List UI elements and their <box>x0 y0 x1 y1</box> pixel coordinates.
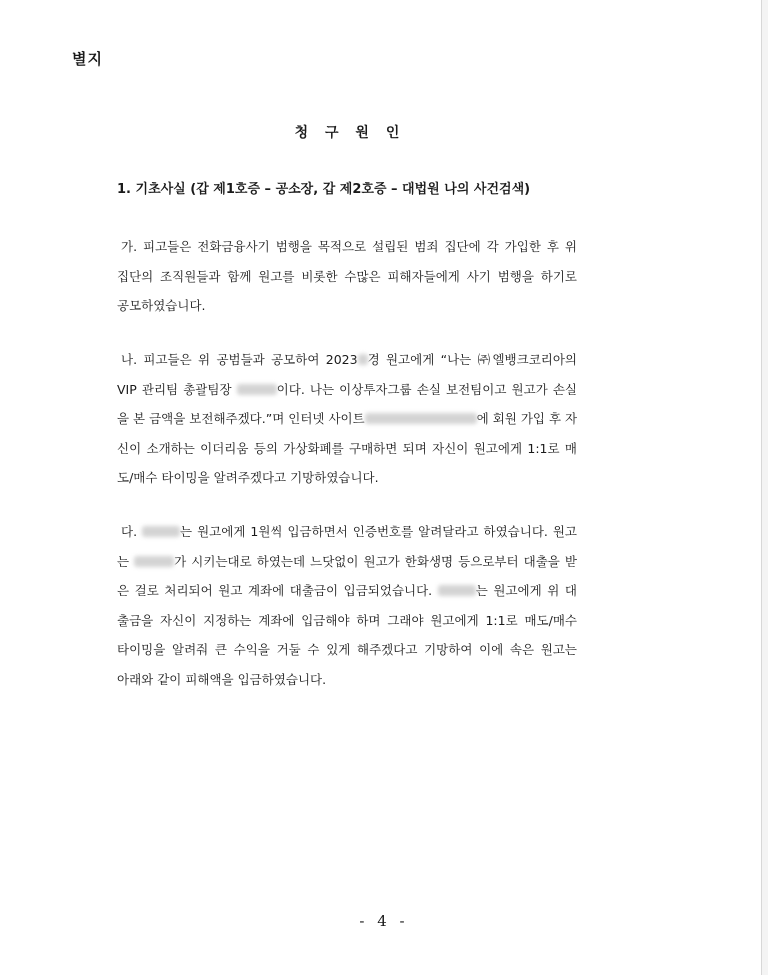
paragraph-line: 는 가 시키는대로 하였는데 느닷없이 원고가 한화생명 등으로부터 대출을 받 <box>117 553 577 569</box>
paragraph-line: 을 본 금액을 보전해주겠다.”며 인터넷 사이트 에 회원 가입 후 자 <box>117 411 578 426</box>
paragraph-line: 타이밍을 알려줘 큰 수익을 거둘 수 있게 해주겠다고 기망하여 이에 속은 원고는 <box>117 642 577 657</box>
paragraph-line: 공모하였습니다. <box>117 298 206 313</box>
redacted-text <box>134 556 174 567</box>
paragraph-line: 집단의 조직원들과 함께 원고를 비롯한 수많은 피해자들에게 사기 범행을 하기로 <box>117 268 577 284</box>
paragraph-line: 다. 는 원고에게 1원씩 입금하면서 인증번호를 알려달라고 하였습니다. 원고 <box>121 524 577 539</box>
paragraph-line: 은 걸로 처리되어 원고 계좌에 대출금이 입금되었습니다. 는 원고에게 위 대 <box>117 583 577 598</box>
paragraph-line: 도/매수 타이밍을 알려주겠다고 기망하였습니다. <box>117 470 379 485</box>
page-number: - 4 - <box>359 912 409 930</box>
redacted-text <box>365 413 477 424</box>
redacted-text <box>438 585 476 596</box>
redacted-text <box>237 384 277 395</box>
paragraph-line: 아래와 같이 피해액을 입금하였습니다. <box>117 671 327 687</box>
paragraph-ga <box>117 232 577 321</box>
page-edge <box>761 0 768 975</box>
paragraph-line: VIP 관리팀 총괄팀장 이다. 나는 이상투자그룹 손실 보전팀이고 원고가 손실 <box>117 381 578 397</box>
redacted-text <box>358 354 368 365</box>
paragraph-line: 나. 피고들은 위 공범들과 공모하여 2023 경 원고에게 “나는 ㈜엘뱅크코리아의 <box>121 352 577 367</box>
paragraph-line: 가. 피고들은 전화금융사기 범행을 목적으로 설립된 범죄 집단에 각 가입한 후 위 <box>121 239 577 254</box>
paragraph-line: 신이 소개하는 이더리움 등의 가상화폐를 구매하면 되며 자신이 원고에게 1:1로 매 <box>117 440 577 456</box>
paragraph-line: 출금을 자신이 지정하는 계좌에 입금해야 하며 그래야 원고에게 1:1로 매도/매수 <box>117 612 577 628</box>
document-title: 청 구 원 인 <box>294 125 406 141</box>
redacted-text <box>142 526 180 537</box>
section-heading: 1. 기초사실 (갑 제1호증 – 공소장, 갑 제2호증 – 대법원 나의 사건검색) <box>117 182 531 197</box>
paragraph-da <box>117 517 577 694</box>
annex-label: 별지 <box>72 50 103 68</box>
paragraph-na <box>117 345 577 493</box>
